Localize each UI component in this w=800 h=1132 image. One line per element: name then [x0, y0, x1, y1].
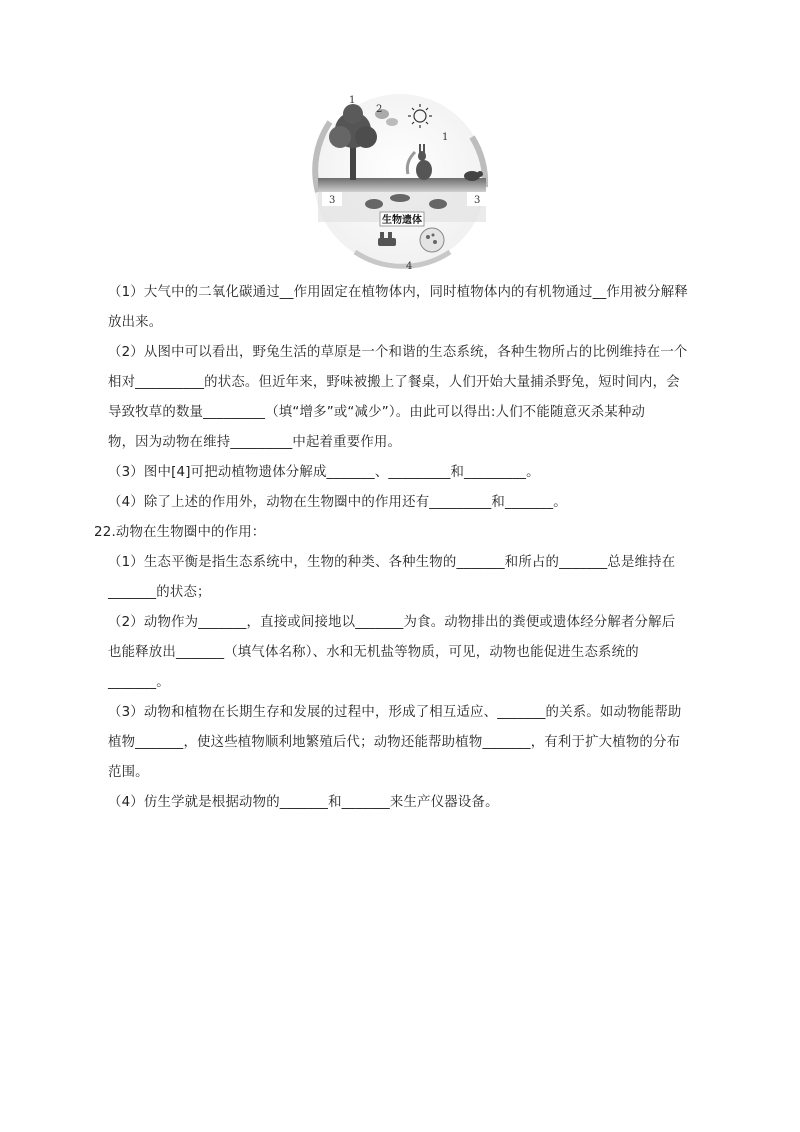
q22-part2-line2: 也能释放出_______（填气体名称）、水和无机盐等物质，可见，动物也能促进生态系统的 [108, 645, 639, 660]
q21-part4-line1: （4）除了上述的作用外，动物在生物圈中的作用还有_________和_______。 [108, 495, 567, 510]
label-4: 4 [406, 261, 413, 270]
label-1-top: 1 [349, 95, 356, 106]
q21-part3-line1: （3）图中[4]可把动植物遗体分解成_______、_________和_________。 [108, 465, 540, 480]
q22-title: 22.动物在生物圈中的作用： [94, 525, 266, 540]
bacteria-icon [420, 228, 444, 252]
label-3-right: 3 [474, 195, 481, 206]
q22-part4-line1: （4）仿生学就是根据动物的_______和_______来生产仪器设备。 [108, 795, 499, 810]
ecosystem-diagram [300, 92, 500, 270]
ecosystem-illustration [300, 92, 500, 270]
label-3-left: 3 [329, 195, 336, 206]
q22-part1-line1: （1）生态平衡是指生态系统中，生物的种类、各种生物的_______和所占的_______总是维持在 [108, 555, 676, 570]
q21-part2-line1: （2）从图中可以看出，野兔生活的草原是一个和谐的生态系统，各种生物所占的比例维持在一个 [108, 345, 688, 360]
q21-part2-line4: 物，因为动物在维持_________中起着重要作用。 [108, 435, 402, 450]
q22-part3-line3: 范围。 [108, 765, 149, 780]
q21-part1-line2: 放出来。 [108, 315, 163, 330]
q22-part1-line2: _______的状态； [108, 585, 211, 600]
q21-part2-line3: 导致牧草的数量_________（填“增多”或“减少”）。由此可以得出:人们不能随意灭杀某种动 [108, 405, 646, 420]
q21-part1-line1: （1）大气中的二氧化碳通过__作用固定在植物体内，同时植物体内的有机物通过__作用被分解释 [108, 285, 688, 300]
q21-part2-line2: 相对__________的状态。但近年来，野味被搬上了餐桌，人们开始大量捕杀野兔，短时间内，会 [108, 375, 680, 390]
label-2: 2 [376, 104, 383, 115]
remains-caption: 生物遗体 [382, 215, 422, 226]
q22-part3-line1: （3）动物和植物在长期生存和发展的过程中，形成了相互适应、_______的关系。如动物能帮助 [108, 705, 682, 720]
label-1-right: 1 [442, 132, 449, 143]
q22-part2-line3: _______。 [108, 675, 170, 690]
q22-part3-line2: 植物_______，使这些植物顺利地繁殖后代；动物还能帮助植物_______，有利于扩大植物的分布 [108, 735, 681, 750]
q22-part2-line1: （2）动物作为_______，直接或间接地以_______为食。动物排出的粪便或遗体经分解者分解后 [108, 615, 676, 630]
ground [318, 178, 486, 192]
